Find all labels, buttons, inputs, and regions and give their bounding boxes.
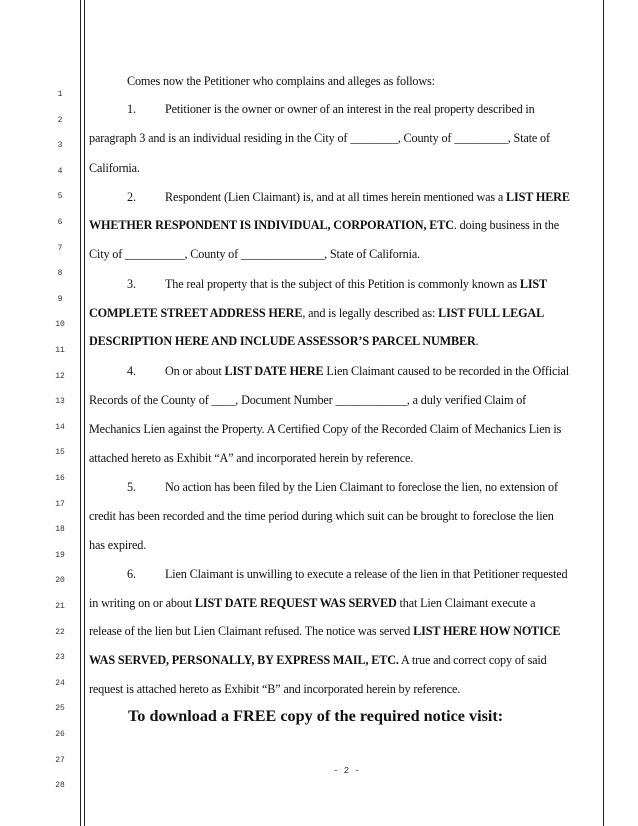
para-5-line-3: has expired. (89, 538, 147, 552)
para-4-line-1: On or about LIST DATE HERE Lien Claimant caused to be recorded in the Official (165, 364, 569, 378)
para-6-line-4: WAS SERVED, PERSONALLY, BY EXPRESS MAIL, ETC. A true and correct copy of said (89, 653, 547, 667)
para-2-number: 2. (127, 190, 136, 204)
para-4-line-3: Mechanics Lien against the Property. A Certified Copy of the Recorded Claim of Mechanics Lien is (89, 422, 562, 436)
para-1-number: 1. (127, 102, 136, 116)
line-number: 13 (55, 397, 65, 407)
line-number: 9 (57, 294, 63, 304)
para-1-line-2: paragraph 3 and is an individual residing in the City of ________, County of _________, State of (89, 131, 550, 145)
line-number: 24 (55, 678, 65, 688)
download-notice-link[interactable]: To download a FREE copy of the required notice visit: (128, 707, 504, 725)
margin-rule-left-outer (80, 0, 81, 826)
para-2-line-2: WHETHER RESPONDENT IS INDIVIDUAL, CORPORATION, ETC. doing business in the (89, 218, 560, 232)
para-6-line-5: request is attached hereto as Exhibit “B” and incorporated herein by reference. (89, 682, 461, 696)
line-number: 26 (55, 730, 65, 739)
para-5-line-2: credit has been recorded and the time period during which suit can be brought to foreclose the lien (89, 509, 554, 523)
para-3-number: 3. (127, 277, 136, 291)
line-number: 11 (55, 346, 65, 355)
margin-rule-right (603, 0, 604, 826)
line-number: 6 (57, 218, 63, 227)
line-number: 28 (55, 781, 65, 791)
margin-rule-left-inner (84, 0, 85, 826)
para-6-number: 6. (127, 567, 136, 581)
para-5-line-1: No action has been filed by the Lien Claimant to foreclose the lien, no extension of (165, 480, 558, 494)
line-number: 17 (55, 499, 65, 509)
line-number: 2 (57, 115, 63, 125)
line-number: 12 (55, 371, 65, 381)
para-5-number: 5. (127, 480, 136, 494)
para-6-line-1: Lien Claimant is unwilling to execute a release of the lien in that Petitioner requested (165, 567, 568, 581)
para-3-line-3: DESCRIPTION HERE AND INCLUDE ASSESSOR’S PARCEL NUMBER. (89, 334, 479, 348)
para-1-line-1: Petitioner is the owner or owner of an interest in the real property described in (165, 102, 535, 116)
para-4-line-2: Records of the County of ____, Document Number ____________, a duly verified Claim of (89, 393, 527, 407)
para-3-line-1: The real property that is the subject of this Petition is commonly known as LIST (165, 277, 548, 291)
para-4-line-4: attached hereto as Exhibit “A” and incorporated herein by reference. (89, 451, 414, 465)
line-number: 27 (55, 755, 65, 765)
para-1-line-3: California. (89, 161, 140, 175)
para-6-line-3: release of the lien but Lien Claimant refused. The notice was served LIST HERE HOW NOTICE (89, 624, 561, 638)
line-number: 18 (55, 525, 65, 535)
line-number: 22 (55, 627, 65, 637)
page-number: - 2 - (333, 766, 361, 776)
line-number: 3 (57, 141, 63, 151)
line-number: 7 (57, 243, 63, 253)
line-number: 21 (55, 602, 65, 611)
line-number: 10 (55, 320, 65, 330)
line-number: 1 (57, 90, 63, 99)
line-number: 5 (57, 192, 63, 202)
para-4-number: 4. (127, 364, 136, 378)
line-number: 15 (55, 448, 65, 458)
para-6-line-2: in writing on or about LIST DATE REQUEST WAS SERVED that Lien Claimant execute a (89, 596, 536, 610)
line-number: 20 (55, 576, 65, 586)
line-number: 16 (55, 474, 65, 483)
para-3-line-2: COMPLETE STREET ADDRESS HERE, and is legally described as: LIST FULL LEGAL (89, 306, 545, 320)
para-2-line-1: Respondent (Lien Claimant) is, and at all times herein mentioned was a LIST HERE (165, 190, 570, 204)
line-number: 14 (55, 422, 65, 432)
line-number: 8 (57, 269, 63, 279)
line-number: 23 (55, 653, 65, 663)
intro-line: Comes now the Petitioner who complains and alleges as follows: (127, 74, 435, 88)
para-2-line-3: City of __________, County of ______________, State of California. (89, 247, 420, 261)
line-number: 4 (57, 166, 63, 176)
line-number: 19 (55, 550, 65, 560)
line-number: 25 (55, 704, 65, 714)
